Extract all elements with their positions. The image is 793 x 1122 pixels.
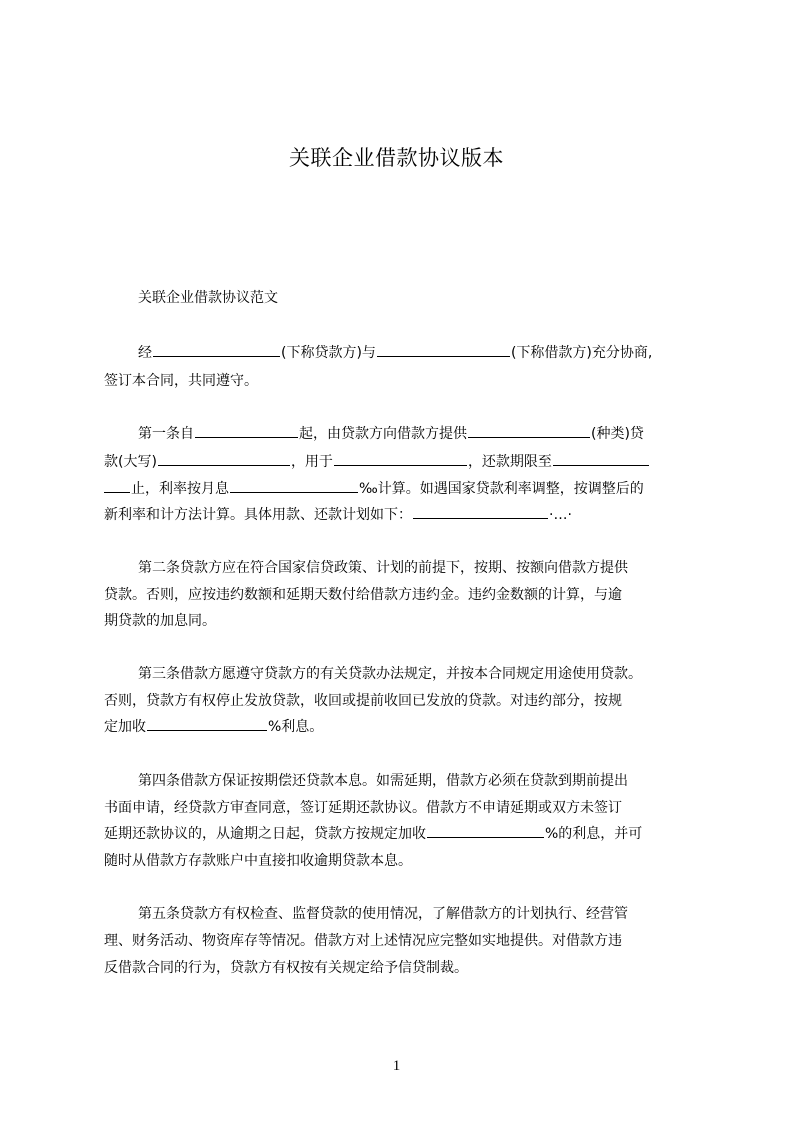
article1-line-4: 新利率和计方法计算。具体用款、还款计划如下： ·…·	[104, 507, 572, 523]
article4-line-1: 第四条借款方保证按期偿还贷款本息。如需延期，借款方必须在贷款到期前提出	[138, 773, 628, 789]
article5-line-1: 第五条贷款方有权检查、监督贷款的使用情况，了解借款方的计划执行、经营管	[138, 906, 628, 922]
blank-loan-type	[468, 424, 590, 438]
article3-line-2: 否则，贷款方有权停止发放贷款，收回或提前收回已发放的贷款。对违约部分，按规	[104, 693, 622, 709]
article1-line-2: 款(大写) ，用于 ，还款期限至	[104, 451, 700, 473]
blank-lender-name	[153, 343, 280, 357]
intro-line-2: 签订本合同，共同遵守。	[104, 373, 258, 389]
blank-start-date	[195, 424, 298, 438]
blank-amount	[158, 452, 290, 466]
article3-line-3: 定加收 %利息。	[104, 719, 324, 735]
article5-line-2: 理、财务活动、物资库存等情况。借款方对上述情况应完整如实地提供。对借款方违	[104, 933, 622, 949]
article4-line-3: 延期还款协议的，从逾期之日起，贷款方按规定加收 %的利息，并可	[104, 826, 643, 842]
article4-line-4: 随时从借款方存款账户中直接扣收逾期贷款本息。	[104, 853, 412, 869]
article4-line-2: 书面申请，经贷款方审查同意，签订延期还款协议。借款方不申请延期或双方未签订	[104, 800, 622, 816]
article3-line-1: 第三条借款方愿遵守贷款方的有关贷款办法规定，并按本合同规定用途使用贷款。	[138, 666, 642, 682]
blank-borrower-name	[377, 343, 510, 357]
blank-purpose	[334, 452, 467, 466]
article1-line-1: 第一条自 起，由贷款方向借款方提供 (种类)贷	[138, 426, 644, 442]
blank-repayment-plan	[413, 505, 548, 519]
blank-penalty-rate	[147, 717, 267, 731]
blank-repay-deadline-cont	[104, 479, 130, 493]
page-title: 关联企业借款协议版本	[289, 146, 504, 170]
article2-line-2: 贷款。否则，应按违约数额和延期天数付给借款方违约金。违约金数额的计算，与逾	[104, 587, 622, 603]
article2-line-3: 期贷款的加息同。	[104, 613, 216, 629]
blank-overdue-rate	[427, 824, 544, 838]
page-number: 1	[392, 1058, 401, 1074]
article1-line-3: 止，利率按月息 ‰计算。如遇国家贷款利率调整，按调整后的	[104, 478, 700, 500]
blank-repay-deadline	[553, 452, 649, 466]
subtitle: 关联企业借款协议范文	[138, 290, 278, 306]
blank-monthly-rate	[230, 479, 358, 493]
intro-line-1: 经 (下称贷款方)与 (下称借款方)充分协商,	[138, 345, 653, 361]
article5-line-3: 反借款合同的行为，贷款方有权按有关规定给予信贷制裁。	[104, 960, 468, 976]
article2-line-1: 第二条贷款方应在符合国家信贷政策、计划的前提下，按期、按额向借款方提供	[138, 560, 628, 576]
